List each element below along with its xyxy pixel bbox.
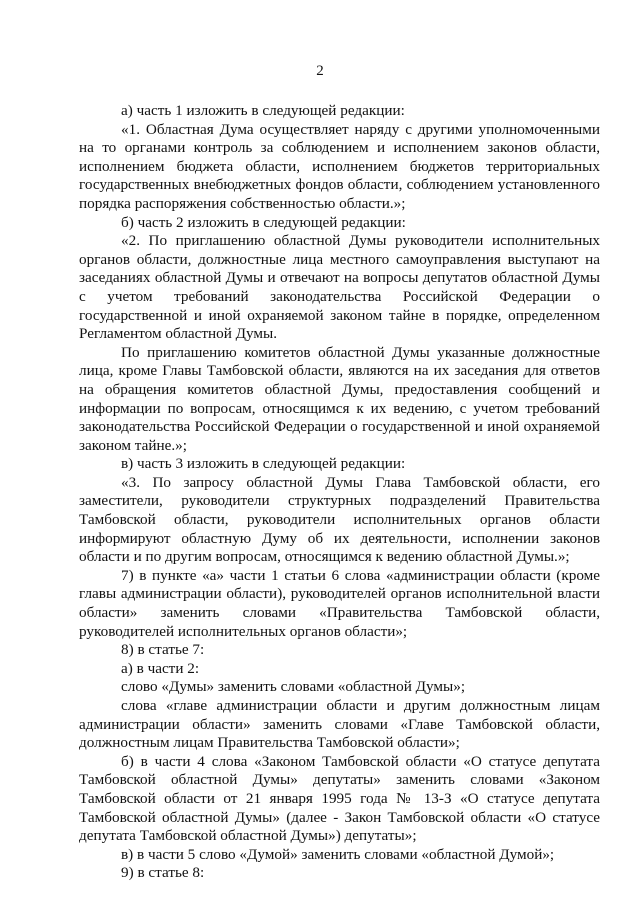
paragraph: б) часть 2 изложить в следующей редакции: xyxy=(121,213,406,231)
paragraph: 8) в статье 7: xyxy=(121,641,205,659)
paragraph: «2. По приглашению областной Думы руководители исполнительных органов области, должностные лица местного самоуправления выступают на заседаниях областной Думы и отвечают на вопросы депутатов областной Думы с учетом требований законодательства Российской Федерации о государственной и иной охраняемой законом тайне в порядке, определенном Регламентом областной Думы. xyxy=(79,232,600,343)
paragraph: а) часть 1 изложить в следующей редакции: xyxy=(121,102,405,119)
paragraph: «3. По запросу областной Думы Глава Тамбовской области, его заместители, руководители структурных подразделений Правительства Тамбовской области, руководители исполнительных органов области информируют областную Думу об их деятельности, исполнении законов области и по другим вопросам, относящимся к ведению областной Думы.»; xyxy=(79,473,600,566)
paragraph: 7) в пункте «а» части 1 статьи 6 слова «администрации области (кроме главы администрации области), руководителей органов исполнительной власти области» заменить словами «Правительства Тамбовской области, руководителей исполнительных органов области»; xyxy=(79,566,600,640)
paragraph: слова «главе администрации области и другим должностным лицам администрации области» заменить словами «Главе Тамбовской области, должностным лицам Правительства Тамбовской области»; xyxy=(79,697,600,752)
paragraph: б) в части 4 слова «Законом Тамбовской области «О статусе депутата Тамбовской областной Думы» депутаты» заменить словами «Законом Тамбовской области от 21 января 1995 года № 13-З «О статусе депутата Тамбовской областной Думы» (далее - Закон Тамбовской области «О статусе депутата Тамбовской областной Думы») депутаты»; xyxy=(79,752,600,845)
paragraph: в) в части 5 слово «Думой» заменить словами «областной Думой»; xyxy=(121,845,555,863)
document-body xyxy=(79,102,600,883)
paragraph: 9) в статье 8: xyxy=(121,864,205,882)
paragraph: а) в части 2: xyxy=(121,659,200,677)
paragraph: «1. Областная Дума осуществляет наряду с другими уполномоченными на то органами контроль за соблюдением и исполнением законов области, исполнением бюджета области, исполнением бюджетов территориальных государственных внебюджетных фондов области, соблюдением установленного порядка распоряжения собственностью области.»; xyxy=(79,120,600,212)
page-number: 2 xyxy=(316,63,324,79)
paragraph: слово «Думы» заменить словами «областной Думы»; xyxy=(121,678,466,696)
paragraph: По приглашению комитетов областной Думы указанные должностные лица, кроме Главы Тамбовской области, являются на их заседания для ответов на обращения комитетов областной Думы, предоставления сообщений и информации по вопросам, относящимся к их ведению, с учетом требований законодательства Российской Федерации о государственной и иной охраняемой законом тайне.»; xyxy=(79,343,600,454)
paragraph: в) часть 3 изложить в следующей редакции: xyxy=(121,455,406,473)
